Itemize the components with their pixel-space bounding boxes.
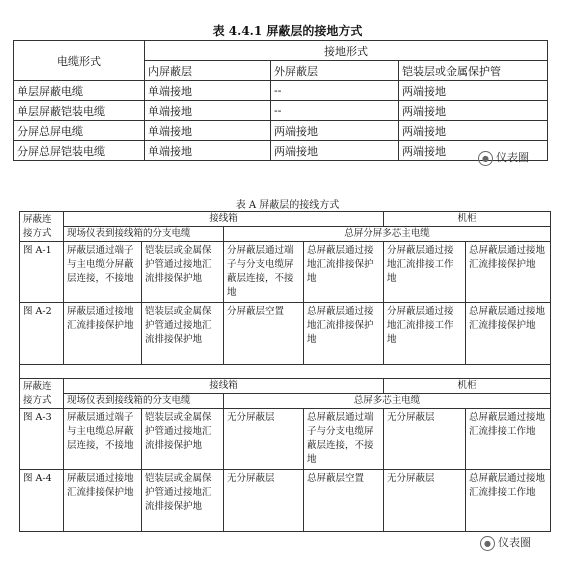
- subheader-inner: 内屏蔽层: [145, 61, 271, 81]
- junction-box-header: 接线箱: [64, 212, 384, 227]
- cell: --: [271, 101, 399, 121]
- table-row: [20, 242, 551, 303]
- cell: 铠装层或金属保护管通过接地汇流排接保护地: [142, 242, 224, 303]
- cell: 总屏蔽层通过接地汇流排接工作地: [466, 470, 551, 532]
- header-cable-type: 电缆形式: [14, 41, 145, 81]
- cell: 两端接地: [399, 81, 548, 101]
- branch-cable-header: 现场仪表到接线箱的分支电缆: [64, 227, 224, 242]
- watermark: [478, 149, 529, 166]
- cell: 两端接地: [271, 141, 399, 161]
- cell: 铠装层或金属保护管通过接地汇流排接保护地: [142, 303, 224, 365]
- cell: 单端接地: [145, 121, 271, 141]
- wechat-icon: ●: [478, 151, 493, 166]
- spacer-row: [20, 365, 551, 379]
- main-cable-header: 总屏分屏多芯主电缆: [224, 227, 551, 242]
- subheader-outer: 外屏蔽层: [271, 61, 399, 81]
- cell: 总屏蔽层通过接地汇流排接保护地: [466, 242, 551, 303]
- cell: 两端接地: [399, 121, 548, 141]
- table-row: [14, 141, 548, 161]
- cell: 总屏蔽层通过接地汇流排接保护地: [466, 303, 551, 365]
- grounding-table: [13, 40, 548, 161]
- branch-cable-header: 现场仪表到接线箱的分支电缆: [64, 394, 224, 409]
- cell: 两端接地: [399, 141, 548, 161]
- table-row: [14, 101, 548, 121]
- main-cable-header: 总屏多芯主电缆: [224, 394, 551, 409]
- table1-title: 表 4.4.1 屏蔽层的接地方式: [212, 24, 363, 38]
- cell: 总屏蔽层空置: [304, 470, 384, 532]
- cell: 无分屏蔽层: [224, 409, 304, 470]
- cell: 分屏蔽层通过接地汇流排接工作地: [384, 303, 466, 365]
- subheader-armor: 铠装层或金属保护管: [399, 61, 548, 81]
- table-row: [20, 409, 551, 470]
- mode-label: 屏蔽连接方式: [20, 379, 64, 409]
- wechat-icon: ●: [480, 536, 495, 551]
- cell: 无分屏蔽层: [384, 409, 466, 470]
- junction-box-header: 接线箱: [64, 379, 384, 394]
- cell: 屏蔽层通过接地汇流排接保护地: [64, 303, 142, 365]
- cell: 铠装层或金属保护管通过接地汇流排接保护地: [142, 470, 224, 532]
- cell: 总屏蔽层通过端子与分支电缆屏蔽层连接，不接地: [304, 409, 384, 470]
- cell: 铠装层或金属保护管通过接地汇流排接保护地: [142, 409, 224, 470]
- cell: 无分屏蔽层: [224, 470, 304, 532]
- wiring-table: [19, 211, 551, 532]
- cabinet-header: 机柜: [384, 379, 551, 394]
- cell: 分屏蔽层通过接地汇流排接工作地: [384, 242, 466, 303]
- table-row: [20, 470, 551, 532]
- cabinet-header: 机柜: [384, 212, 551, 227]
- cell: 分屏总屏电缆: [14, 121, 145, 141]
- spacer-cell: [20, 365, 551, 379]
- cell: 单端接地: [145, 101, 271, 121]
- cell: 两端接地: [399, 101, 548, 121]
- cell: 两端接地: [271, 121, 399, 141]
- cell: 单层屏蔽电缆: [14, 81, 145, 101]
- watermark-text: 仪表圈: [498, 536, 531, 549]
- cell: 屏蔽层通过端子与主电缆分屏蔽层连接，不接地: [64, 242, 142, 303]
- row-label: 图 A-4: [20, 470, 64, 532]
- header-ground-type: 接地形式: [145, 41, 548, 61]
- table2-title: 表 A 屏蔽层的接线方式: [235, 200, 340, 211]
- cell: 单层屏蔽铠装电缆: [14, 101, 145, 121]
- cell: 总屏蔽层通过接地汇流排接工作地: [466, 409, 551, 470]
- cell: 总屏蔽层通过接地汇流排接保护地: [304, 242, 384, 303]
- mode-label: 屏蔽连接方式: [20, 212, 64, 242]
- row-label: 图 A-2: [20, 303, 64, 365]
- table-row: [20, 303, 551, 365]
- cell: 屏蔽层通过端子与主电缆总屏蔽层连接，不接地: [64, 409, 142, 470]
- watermark: [480, 534, 531, 551]
- cell: 分屏总屏铠装电缆: [14, 141, 145, 161]
- cell: 无分屏蔽层: [384, 470, 466, 532]
- cell: 单端接地: [145, 81, 271, 101]
- row-label: 图 A-3: [20, 409, 64, 470]
- cell: --: [271, 81, 399, 101]
- table-row: [14, 121, 548, 141]
- table-row: [14, 81, 548, 101]
- cell: 总屏蔽层通过接地汇流排接保护地: [304, 303, 384, 365]
- cell: 分屏蔽层通过端子与分支电缆屏蔽层连接，不接地: [224, 242, 304, 303]
- watermark-text: 仪表圈: [496, 151, 529, 164]
- row-label: 图 A-1: [20, 242, 64, 303]
- cell: 屏蔽层通过接地汇流排接保护地: [64, 470, 142, 532]
- cell: 单端接地: [145, 141, 271, 161]
- cell: 分屏蔽层空置: [224, 303, 304, 365]
